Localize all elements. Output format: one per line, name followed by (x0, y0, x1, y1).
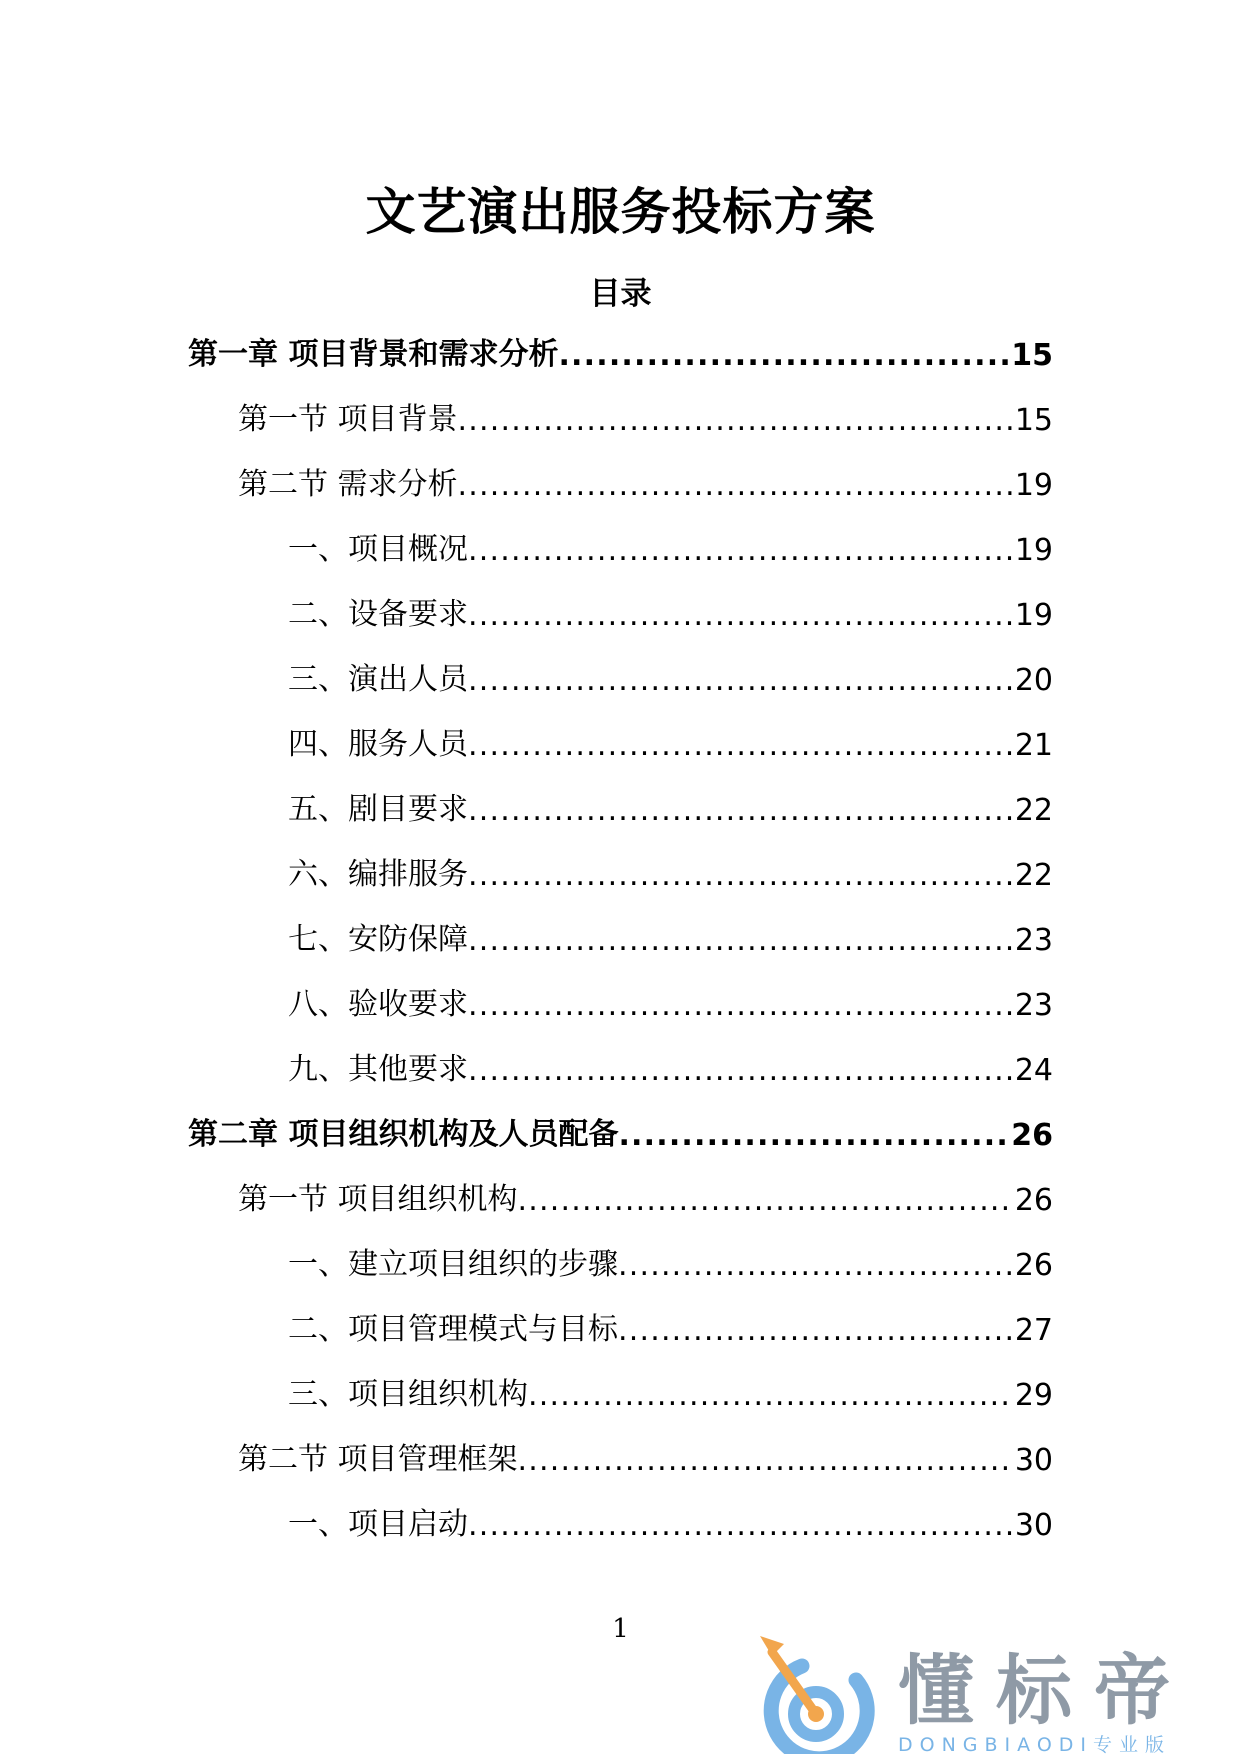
toc-entry[interactable] (188, 1109, 1053, 1153)
toc-entry-label: 一、项目启动 (288, 1507, 468, 1542)
toc-entry-label: 二、设备要求 (288, 597, 468, 632)
toc-entry-page: 21 (1014, 728, 1053, 763)
toc-dot-leader (468, 1508, 1013, 1543)
watermark (742, 1628, 1241, 1754)
toc-entry-page: 15 (1011, 338, 1053, 373)
toc-entry-page: 23 (1014, 988, 1053, 1023)
toc-entry-page: 23 (1014, 923, 1053, 958)
toc-entry[interactable] (288, 979, 1053, 1023)
watermark-brand: 懂标帝 (898, 1646, 1192, 1735)
toc-entry[interactable] (288, 589, 1053, 633)
toc-dot-leader (468, 533, 1013, 568)
toc-entry[interactable] (288, 784, 1053, 828)
toc-entry-label: 九、其他要求 (288, 1052, 468, 1087)
toc-entry[interactable] (288, 654, 1053, 698)
toc-dot-leader (468, 728, 1013, 763)
toc-entry-label: 四、服务人员 (288, 727, 468, 762)
toc-entry[interactable] (288, 1369, 1053, 1413)
toc-entry-label: 一、项目概况 (288, 532, 468, 567)
toc-entry-page: 30 (1014, 1508, 1053, 1543)
toc-dot-leader (468, 598, 1013, 633)
toc-entry[interactable] (238, 1434, 1053, 1478)
toc-dot-leader (468, 858, 1013, 893)
toc-dot-leader (558, 338, 1009, 373)
page-number: 1 (612, 1614, 629, 1644)
toc-entry[interactable] (288, 524, 1053, 568)
toc-entry-page: 27 (1014, 1313, 1053, 1348)
toc-entry-label: 第一节 项目组织机构 (238, 1182, 518, 1217)
toc-entry-label: 第一节 项目背景 (238, 402, 458, 437)
target-arrow-icon (742, 1628, 892, 1754)
toc-dot-leader (528, 1378, 1013, 1413)
toc-entry[interactable] (238, 459, 1053, 503)
toc-dot-leader (468, 988, 1013, 1023)
toc-entry[interactable] (288, 849, 1053, 893)
toc-dot-leader (468, 663, 1013, 698)
toc-entry-label: 第二节 需求分析 (238, 467, 458, 502)
toc-heading: 目录 (589, 276, 652, 312)
toc-entry-label: 三、演出人员 (288, 662, 468, 697)
toc-entry-label: 三、项目组织机构 (288, 1377, 528, 1412)
toc-entry[interactable] (288, 1499, 1053, 1543)
toc-entry-page: 26 (1011, 1118, 1053, 1153)
toc-entry-page: 19 (1014, 468, 1053, 503)
toc-dot-leader (518, 1443, 1013, 1478)
toc-dot-leader (518, 1183, 1013, 1218)
toc-entry-page: 26 (1014, 1248, 1053, 1283)
toc-entry[interactable] (288, 719, 1053, 763)
toc-entry-page: 20 (1014, 663, 1053, 698)
toc-entry-page: 24 (1014, 1053, 1053, 1088)
document-title: 文艺演出服务投标方案 (365, 183, 876, 241)
toc-entry[interactable] (188, 329, 1053, 373)
toc-entry[interactable] (288, 1304, 1053, 1348)
watermark-subtitle: DONGBIAODI专业版 (898, 1734, 1172, 1756)
toc-entry-label: 一、建立项目组织的步骤 (288, 1247, 618, 1282)
toc-entry-page: 30 (1014, 1443, 1053, 1478)
toc-entry-page: 26 (1014, 1183, 1053, 1218)
toc-entry-page: 22 (1014, 793, 1053, 828)
toc-entry-label: 八、验收要求 (288, 987, 468, 1022)
toc-entry-label: 第一章 项目背景和需求分析 (188, 337, 559, 372)
toc-entry[interactable] (238, 394, 1053, 438)
toc-entry-label: 第二节 项目管理框架 (238, 1442, 518, 1477)
toc-entry-label: 七、安防保障 (288, 922, 468, 957)
toc-dot-leader (618, 1313, 1013, 1348)
toc-dot-leader (618, 1118, 1009, 1153)
toc-entry-page: 15 (1014, 403, 1053, 438)
toc-dot-leader (468, 923, 1013, 958)
toc-dot-leader (458, 468, 1013, 503)
toc-dot-leader (458, 403, 1013, 438)
toc-entry[interactable] (238, 1174, 1053, 1218)
toc-entry-label: 六、编排服务 (288, 857, 468, 892)
toc-entry-label: 二、项目管理模式与目标 (288, 1312, 618, 1347)
toc-dot-leader (468, 1053, 1013, 1088)
toc-entry-page: 22 (1014, 858, 1053, 893)
toc-dot-leader (468, 793, 1013, 828)
toc-entry-label: 五、剧目要求 (288, 792, 468, 827)
toc-entry[interactable] (288, 1044, 1053, 1088)
toc-entry-label: 第二章 项目组织机构及人员配备 (188, 1117, 619, 1152)
toc-entry-page: 19 (1014, 533, 1053, 568)
toc-entry-page: 19 (1014, 598, 1053, 633)
toc-entry-page: 29 (1014, 1378, 1053, 1413)
toc-dot-leader (618, 1248, 1013, 1283)
toc-entry[interactable] (288, 914, 1053, 958)
toc-entry[interactable] (288, 1239, 1053, 1283)
